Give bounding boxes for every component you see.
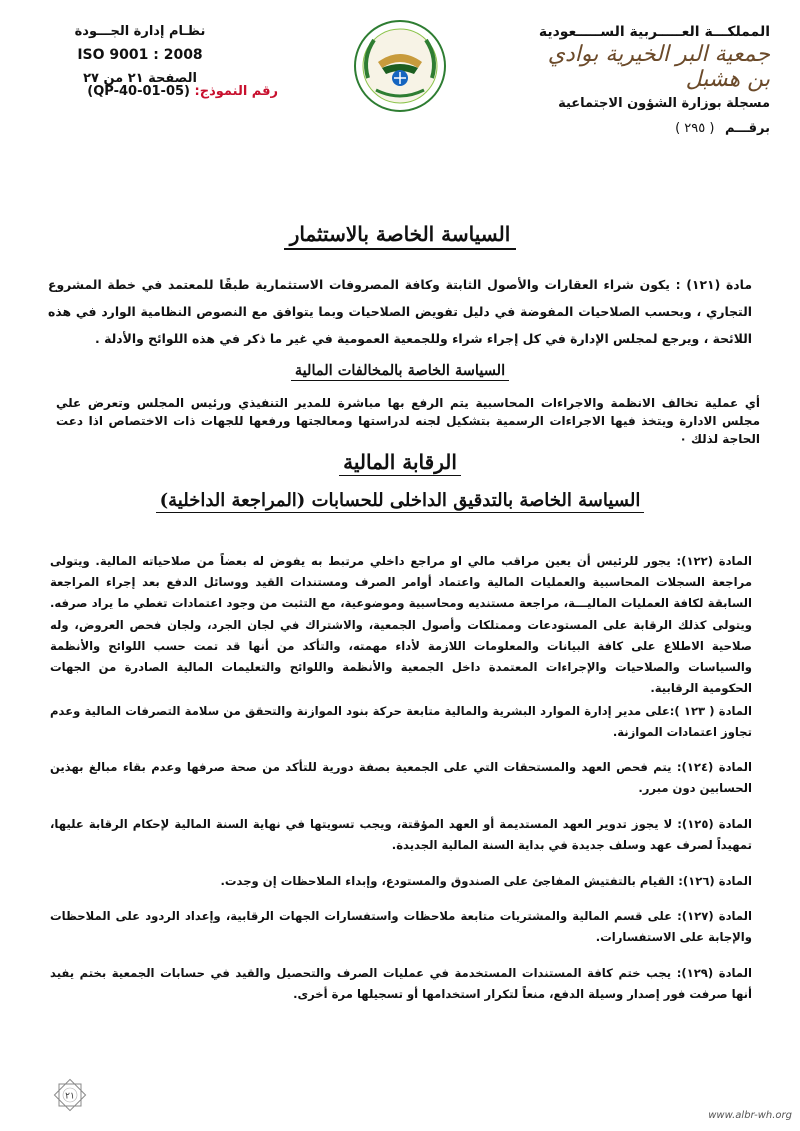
association-logo-icon <box>352 18 448 114</box>
website-url: www.albr-wh.org <box>708 1110 792 1121</box>
article-121: مادة (١٢١) : يكون شراء العقارات والأصول الثابتة وكافة المصروفات الاستثمارية طبقًا للمعتمد في خطة المشروع التجاري ، وبحسب الصلاحيات المفوضة في دليل تفويض الصلاحيات وبما يتوافق مع النصوص النظامية الوارد في هذه اللائحة ، ويرجع لمجلس الإدارة في كل إجراء شراء وللجمعية العمومية في غير ما ذكر في هذه اللوائح والأدلة . <box>48 277 752 346</box>
registration-number <box>530 121 770 136</box>
registration-number-label: برقـــم <box>724 121 770 136</box>
financial-control-title: الرقابة المالية <box>0 450 800 474</box>
article-127: المادة (١٢٧): على قسم المالية والمشتريات متابعة ملاحظات واستفسارات الجهات الرقابية، وإعداد الردود على الملاحظات والإجابة على الاستفسارات. <box>50 909 752 945</box>
article-126: المادة (١٢٦): القيام بالتفتيش المفاجئ على الصندوق والمستودع، وإبداء الملاحظات إن وجدت. <box>220 874 752 888</box>
violations-title: السياسة الخاصة بالمخالفات المالية <box>0 360 800 379</box>
quality-header <box>40 24 240 86</box>
registration-number-value: ( ٢٩٥ ) <box>675 121 715 136</box>
page-number: ٢١ <box>65 1091 75 1102</box>
association-name: جمعية البر الخيرية بوادي بن هشبل <box>547 42 770 92</box>
form-number-label: رقم النموذج: <box>194 84 278 99</box>
page-info: الصفحة ٢١ من ٢٧ <box>83 71 197 86</box>
form-number-code: (QP-40-01-05) <box>87 84 190 99</box>
page-title: السياسة الخاصة بالاستثمار <box>0 222 800 246</box>
article-124: المادة (١٢٤): يتم فحص العهد والمستحقات التي على الجمعية بصفة دورية للتأكد من صحة صرفها وعدم بقاء مبالغ بهذين الحسابين دون مبرر. <box>50 760 752 796</box>
article-129: المادة (١٢٩): يجب ختم كافة المستندات المستخدمة في عمليات الصرف والتحصيل والقيد في حسابات الجمعية بختم يفيد أنها صرفت فور إصدار وسيلة الدفع، منعاً لتكرار استخدامها أو تسجيلها مرة أخرى. <box>50 966 752 1002</box>
violations-text: أي عملية تخالف الانظمة والاجراءات المحاسبية يتم الرفع بها مباشرة للمدير التنفيذي ورئيس المجلس وتعرض علي مجلس الادارة ويتخذ فيها الاجراءات الرسمية بتشكيل لجنه لدراستها ومعالجتها ورفعها للجهات ذات الاختصاص اذا دعت الحاجة لذلك ٠ <box>56 396 760 446</box>
kingdom-name: المملكـــة العـــــربية الســـــعودية <box>538 24 770 40</box>
article-122: المادة (١٢٢): يجور للرئيس أن يعين مراقب مالي او مراجع داخلي مرتبط به يفوض له بعضاً من صلاحياته المالية. ويتولى مراجعة السجلات المحاسبية والعمليات المالية واعتماد أوامر الصرف ومستندات القيد ووسائل الدفع بعد إجراء المراجعة السابقة لكافة العمليات الماليـــة، مراجعة مستنديه ومحاسبية وموضوعية، مع التثبت من وجود اعتمادات تغطي ما يراد صرفه. ويتولى كذلك الرقابة على المستودعات وممتلكات وأصول الجمعية، والاشتراك في لجان الجرد، ولجان فحص العروض، وله صلاحية الاطلاع على كافة البيانات والمعلومات اللازمة لأداء مهمته، والتأكد من أنها قد تمت حسب اللوائح والأنظمة والسياسات والصلاحيات والإجراءات المعتمدة داخل الجمعية والأنظمة واللوائح والتعليمات المالية الصادرة من الجهات الحكومية الرقابية. <box>50 554 752 696</box>
page-number-star-icon <box>52 1077 88 1113</box>
iso-standard: ISO 9001 : 2008 <box>77 47 203 63</box>
article-125: المادة (١٢٥): لا يجوز تدوير العهد المستديمة أو العهد المؤقتة، ويجب تسويتها في نهاية السنة المالية لإحكام الرقابة عليها، تمهيداً لصرف عهد وسلف جديدة في بداية السنة المالية الجديدة. <box>50 817 752 853</box>
form-number <box>68 84 278 99</box>
article-123: المادة ( ١٢٣ ):على مدير إدارة الموارد البشرية والمالية متابعة حركة بنود الموازنة والتحقق من سلامة التصرفات المالية وعدم تجاوز اعتمادات الموازنة. <box>50 704 752 740</box>
internal-audit-title: السياسة الخاصة بالتدقيق الداخلى للحسابات (المراجعة الداخلية) <box>0 490 800 511</box>
registration-note: مسجلة بوزارة الشؤون الاجتماعية <box>558 96 770 111</box>
quality-system-title: نظـام إدارة الجـــودة <box>74 24 206 39</box>
association-header <box>530 24 770 136</box>
